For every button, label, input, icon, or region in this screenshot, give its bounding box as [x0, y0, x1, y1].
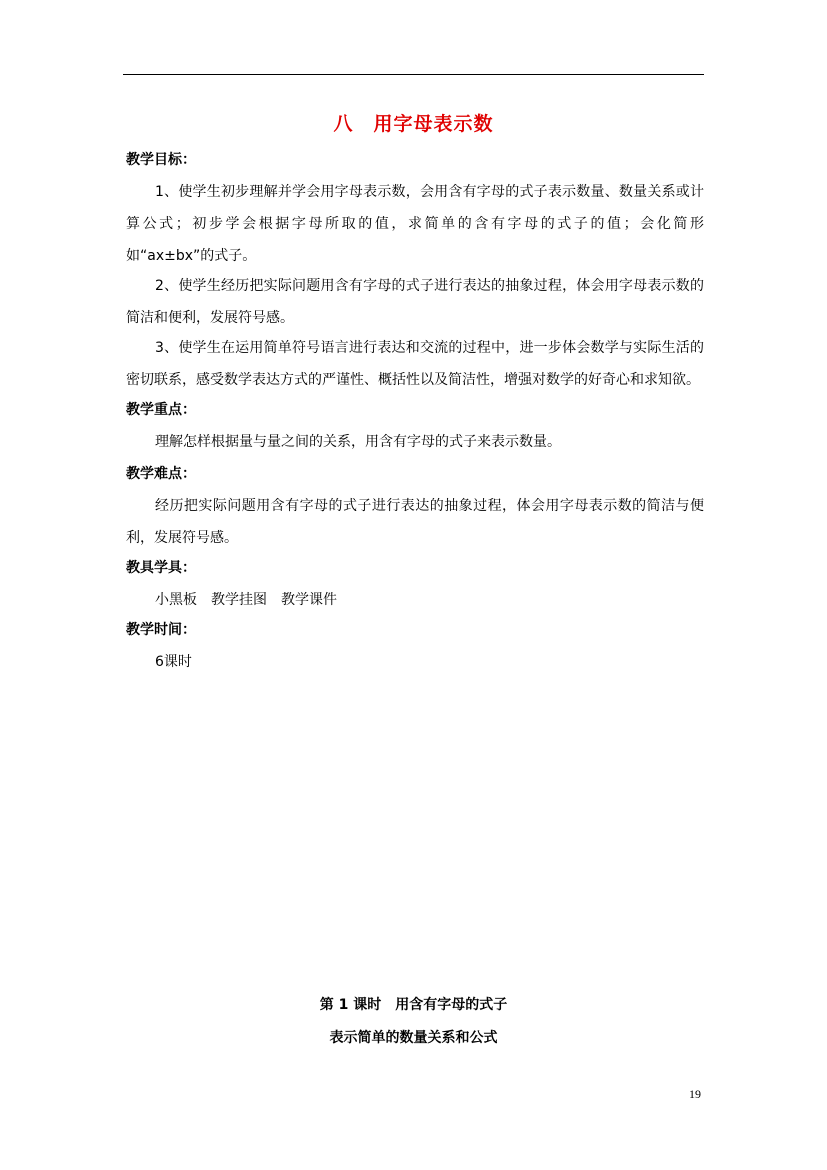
- materials-text: 小黑板 教学挂图 教学课件: [155, 592, 337, 608]
- difficulties-text: 经历把实际问题用含有字母的式子进行表达的抽象过程，体会用字母表示数的简洁与便利，发展符号感。: [126, 498, 704, 546]
- chapter-title: 八 用字母表示数: [333, 113, 494, 135]
- difficulties-heading: 教学难点：: [126, 466, 196, 482]
- objectives-heading: 教学目标：: [126, 152, 196, 168]
- document-body: [126, 150, 704, 682]
- time-heading: 教学时间：: [126, 622, 196, 638]
- header-rule: [123, 74, 704, 75]
- page-number: 19: [689, 1087, 701, 1101]
- objective-item: 1、使学生初步理解并学会用字母表示数，会用含有字母的式子表示数量、数量关系或计算公式；初步学会根据字母所取的值，求简单的含有字母的式子的值；会化简形如“ax±bx”的式子。: [126, 184, 704, 264]
- key-points-text: 理解怎样根据量与量之间的关系，用含有字母的式子来表示数量。: [155, 434, 561, 450]
- lesson-title-line-1: 第 1 课时 用含有字母的式子: [319, 997, 508, 1013]
- lesson-title-line-2: 表示简单的数量关系和公式: [329, 1030, 498, 1046]
- key-points-heading: 教学重点：: [126, 402, 196, 418]
- objective-item: 2、使学生经历把实际问题用含有字母的式子进行表达的抽象过程，体会用字母表示数的简洁和便利，发展符号感。: [126, 278, 704, 326]
- objective-item: 3、使学生在运用简单符号语言进行表达和交流的过程中，进一步体会数学与实际生活的密切联系，感受数学表达方式的严谨性、概括性以及简洁性，增强对数学的好奇心和求知欲。: [126, 340, 704, 388]
- lesson-title-block: [0, 994, 827, 1060]
- time-text: 6课时: [155, 654, 192, 670]
- materials-heading: 教具学具：: [126, 560, 196, 576]
